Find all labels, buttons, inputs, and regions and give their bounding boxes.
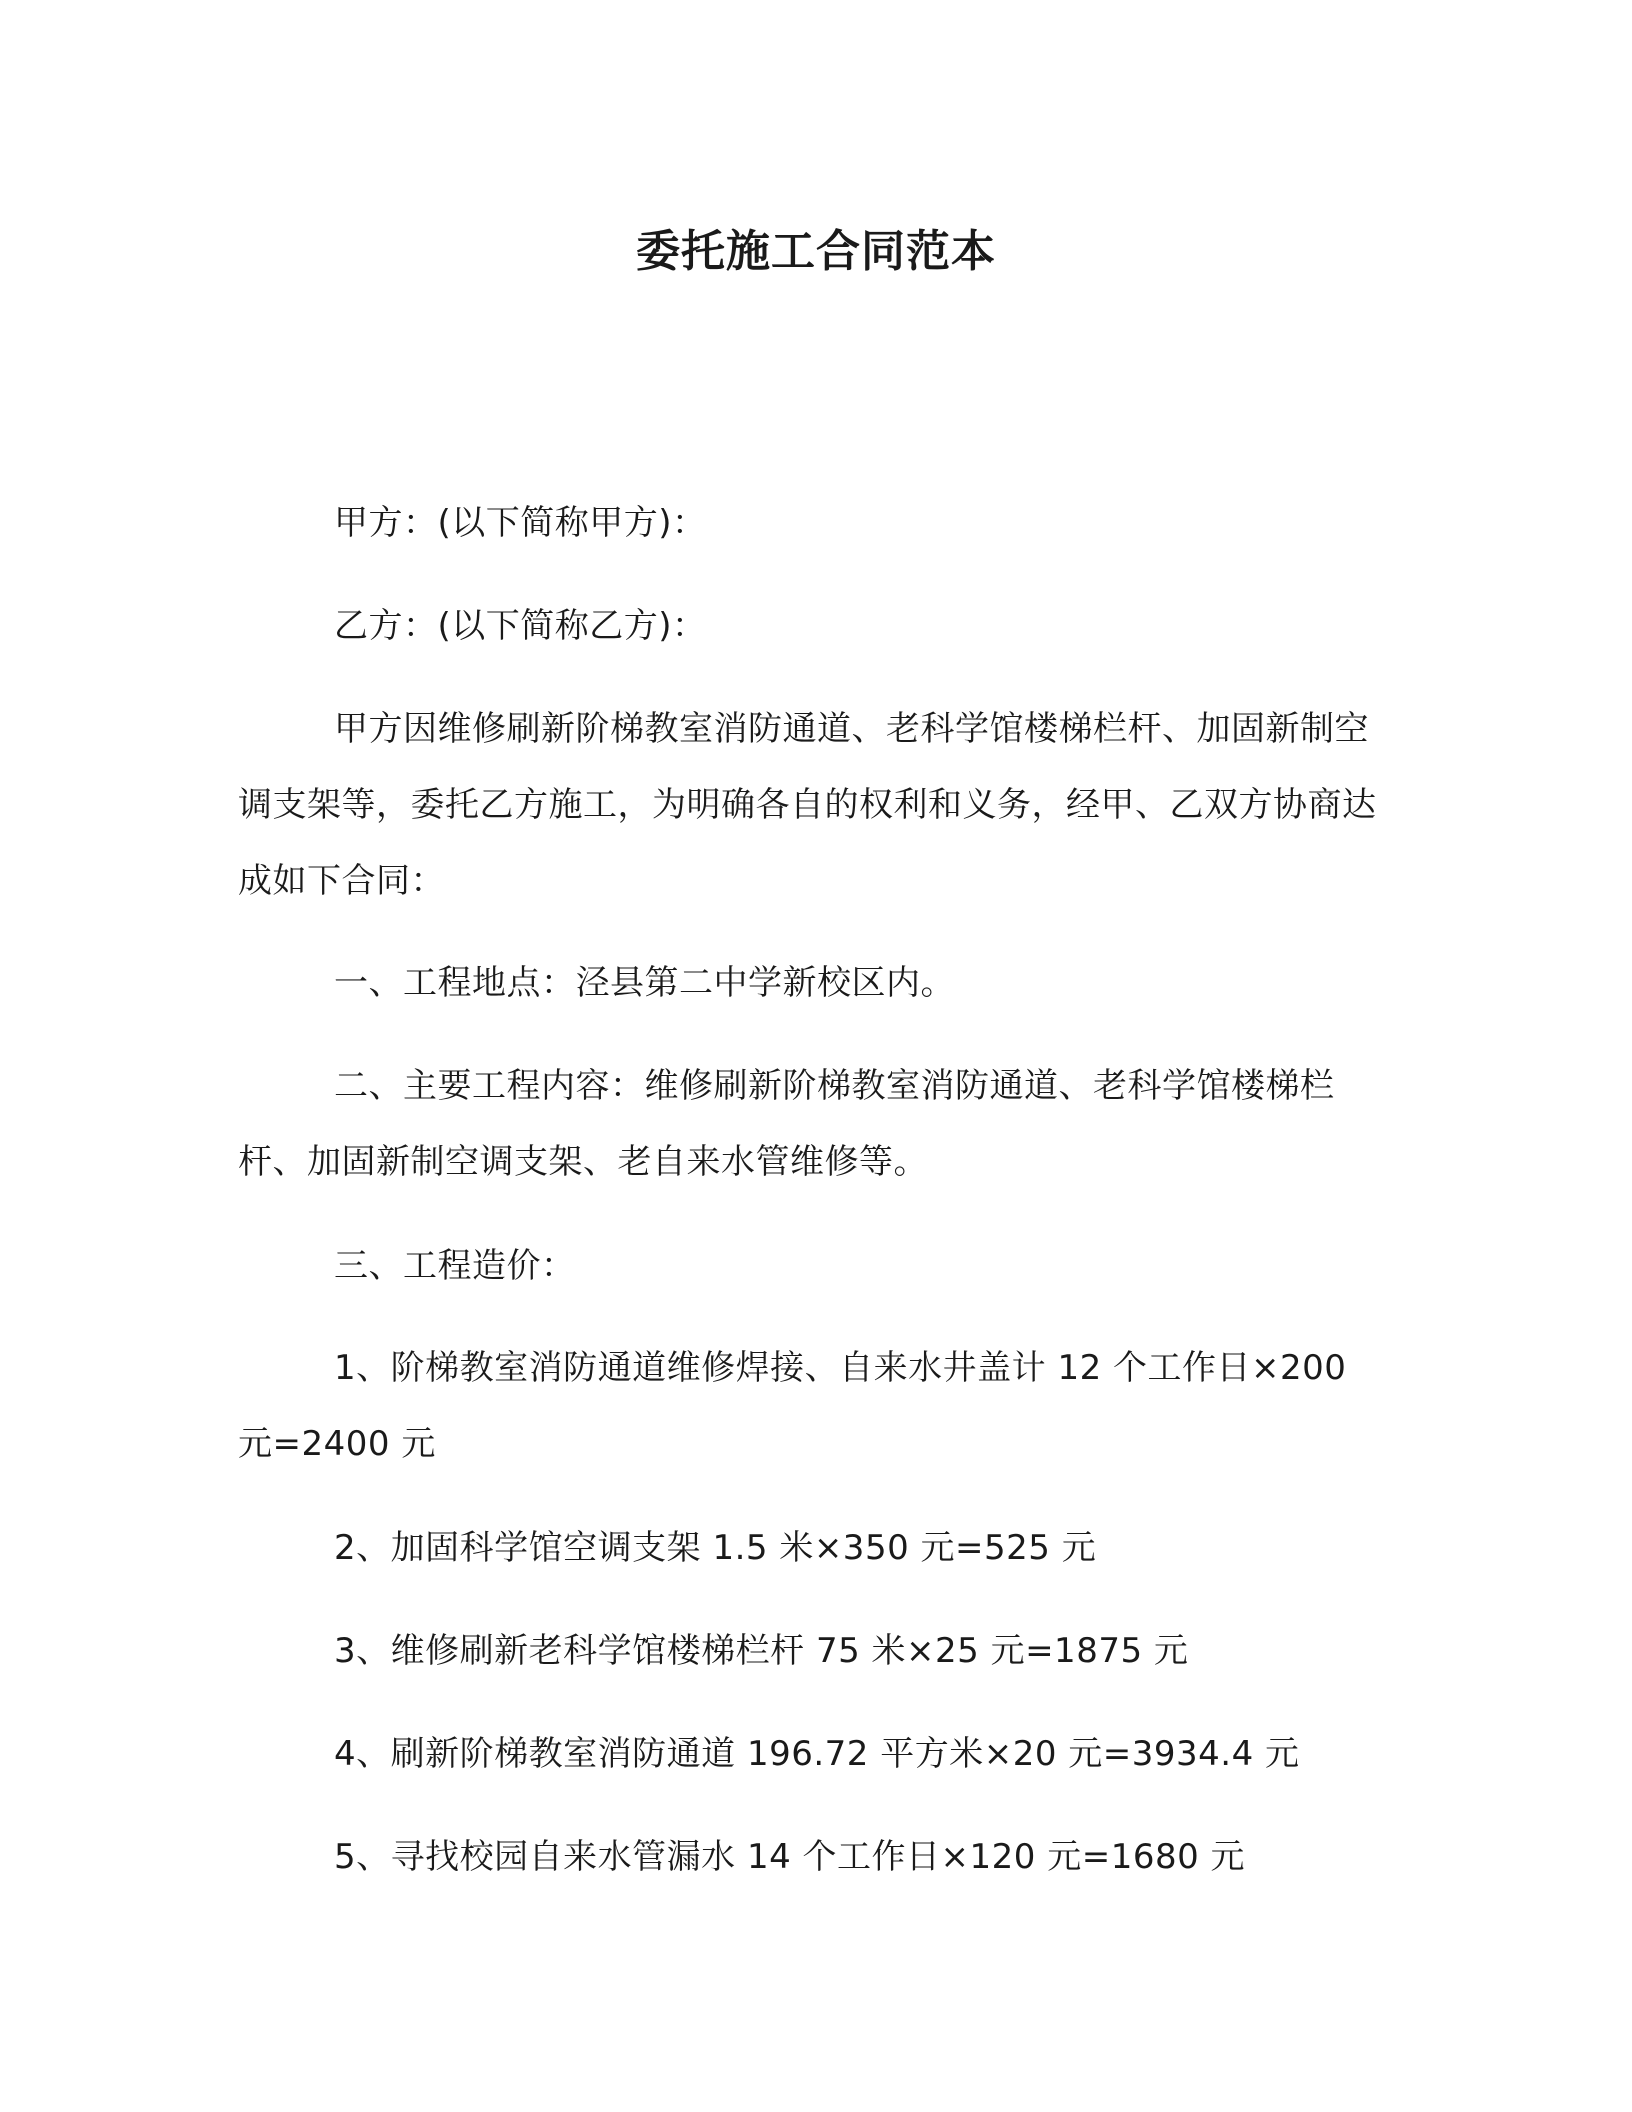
item-5-block xyxy=(238,1819,1378,1895)
item-3-block xyxy=(238,1613,1378,1689)
cost-item: 5、寻找校园自来水管漏水 14 个工作日×120 元=1680 元 xyxy=(334,1837,1246,1877)
cost-item: 3、维修刷新老科学馆楼梯栏杆 75 米×25 元=1875 元 xyxy=(334,1631,1189,1671)
section-3: 三、工程造价： xyxy=(334,1246,576,1286)
party-b: 乙方：(以下简称乙方)： xyxy=(334,606,707,646)
party-b-line xyxy=(238,588,1378,664)
section-1-block xyxy=(238,945,1378,1021)
party-a: 甲方：(以下简称甲方)： xyxy=(334,503,707,543)
item-2-block xyxy=(238,1510,1378,1586)
cost-item: 2、加固科学馆空调支架 1.5 米×350 元=525 元 xyxy=(334,1528,1097,1568)
intro-block xyxy=(238,691,1378,919)
item-4-block xyxy=(238,1716,1378,1792)
section-3-block xyxy=(238,1228,1378,1304)
intro-paragraph: 甲方因维修刷新阶梯教室消防通道、老科学馆楼梯栏杆、加固新制空调支架等，委托乙方施工，为明确各自的权利和义务，经甲、乙双方协商达成如下合同： xyxy=(238,709,1377,901)
section-2: 二、主要工程内容：维修刷新阶梯教室消防通道、老科学馆楼梯栏杆、加固新制空调支架、老自来水管维修等。 xyxy=(238,1066,1335,1182)
section-2-block xyxy=(238,1048,1378,1200)
cost-item: 4、刷新阶梯教室消防通道 196.72 平方米×20 元=3934.4 元 xyxy=(334,1734,1300,1774)
item-1-block xyxy=(238,1330,1378,1482)
party-a-line xyxy=(238,485,1378,561)
cost-item: 1、阶梯教室消防通道维修焊接、自来水井盖计 12 个工作日×200 元=2400 元 xyxy=(238,1348,1347,1464)
section-1: 一、工程地点：泾县第二中学新校区内。 xyxy=(334,963,955,1003)
document-title: 委托施工合同范本 xyxy=(636,226,996,277)
